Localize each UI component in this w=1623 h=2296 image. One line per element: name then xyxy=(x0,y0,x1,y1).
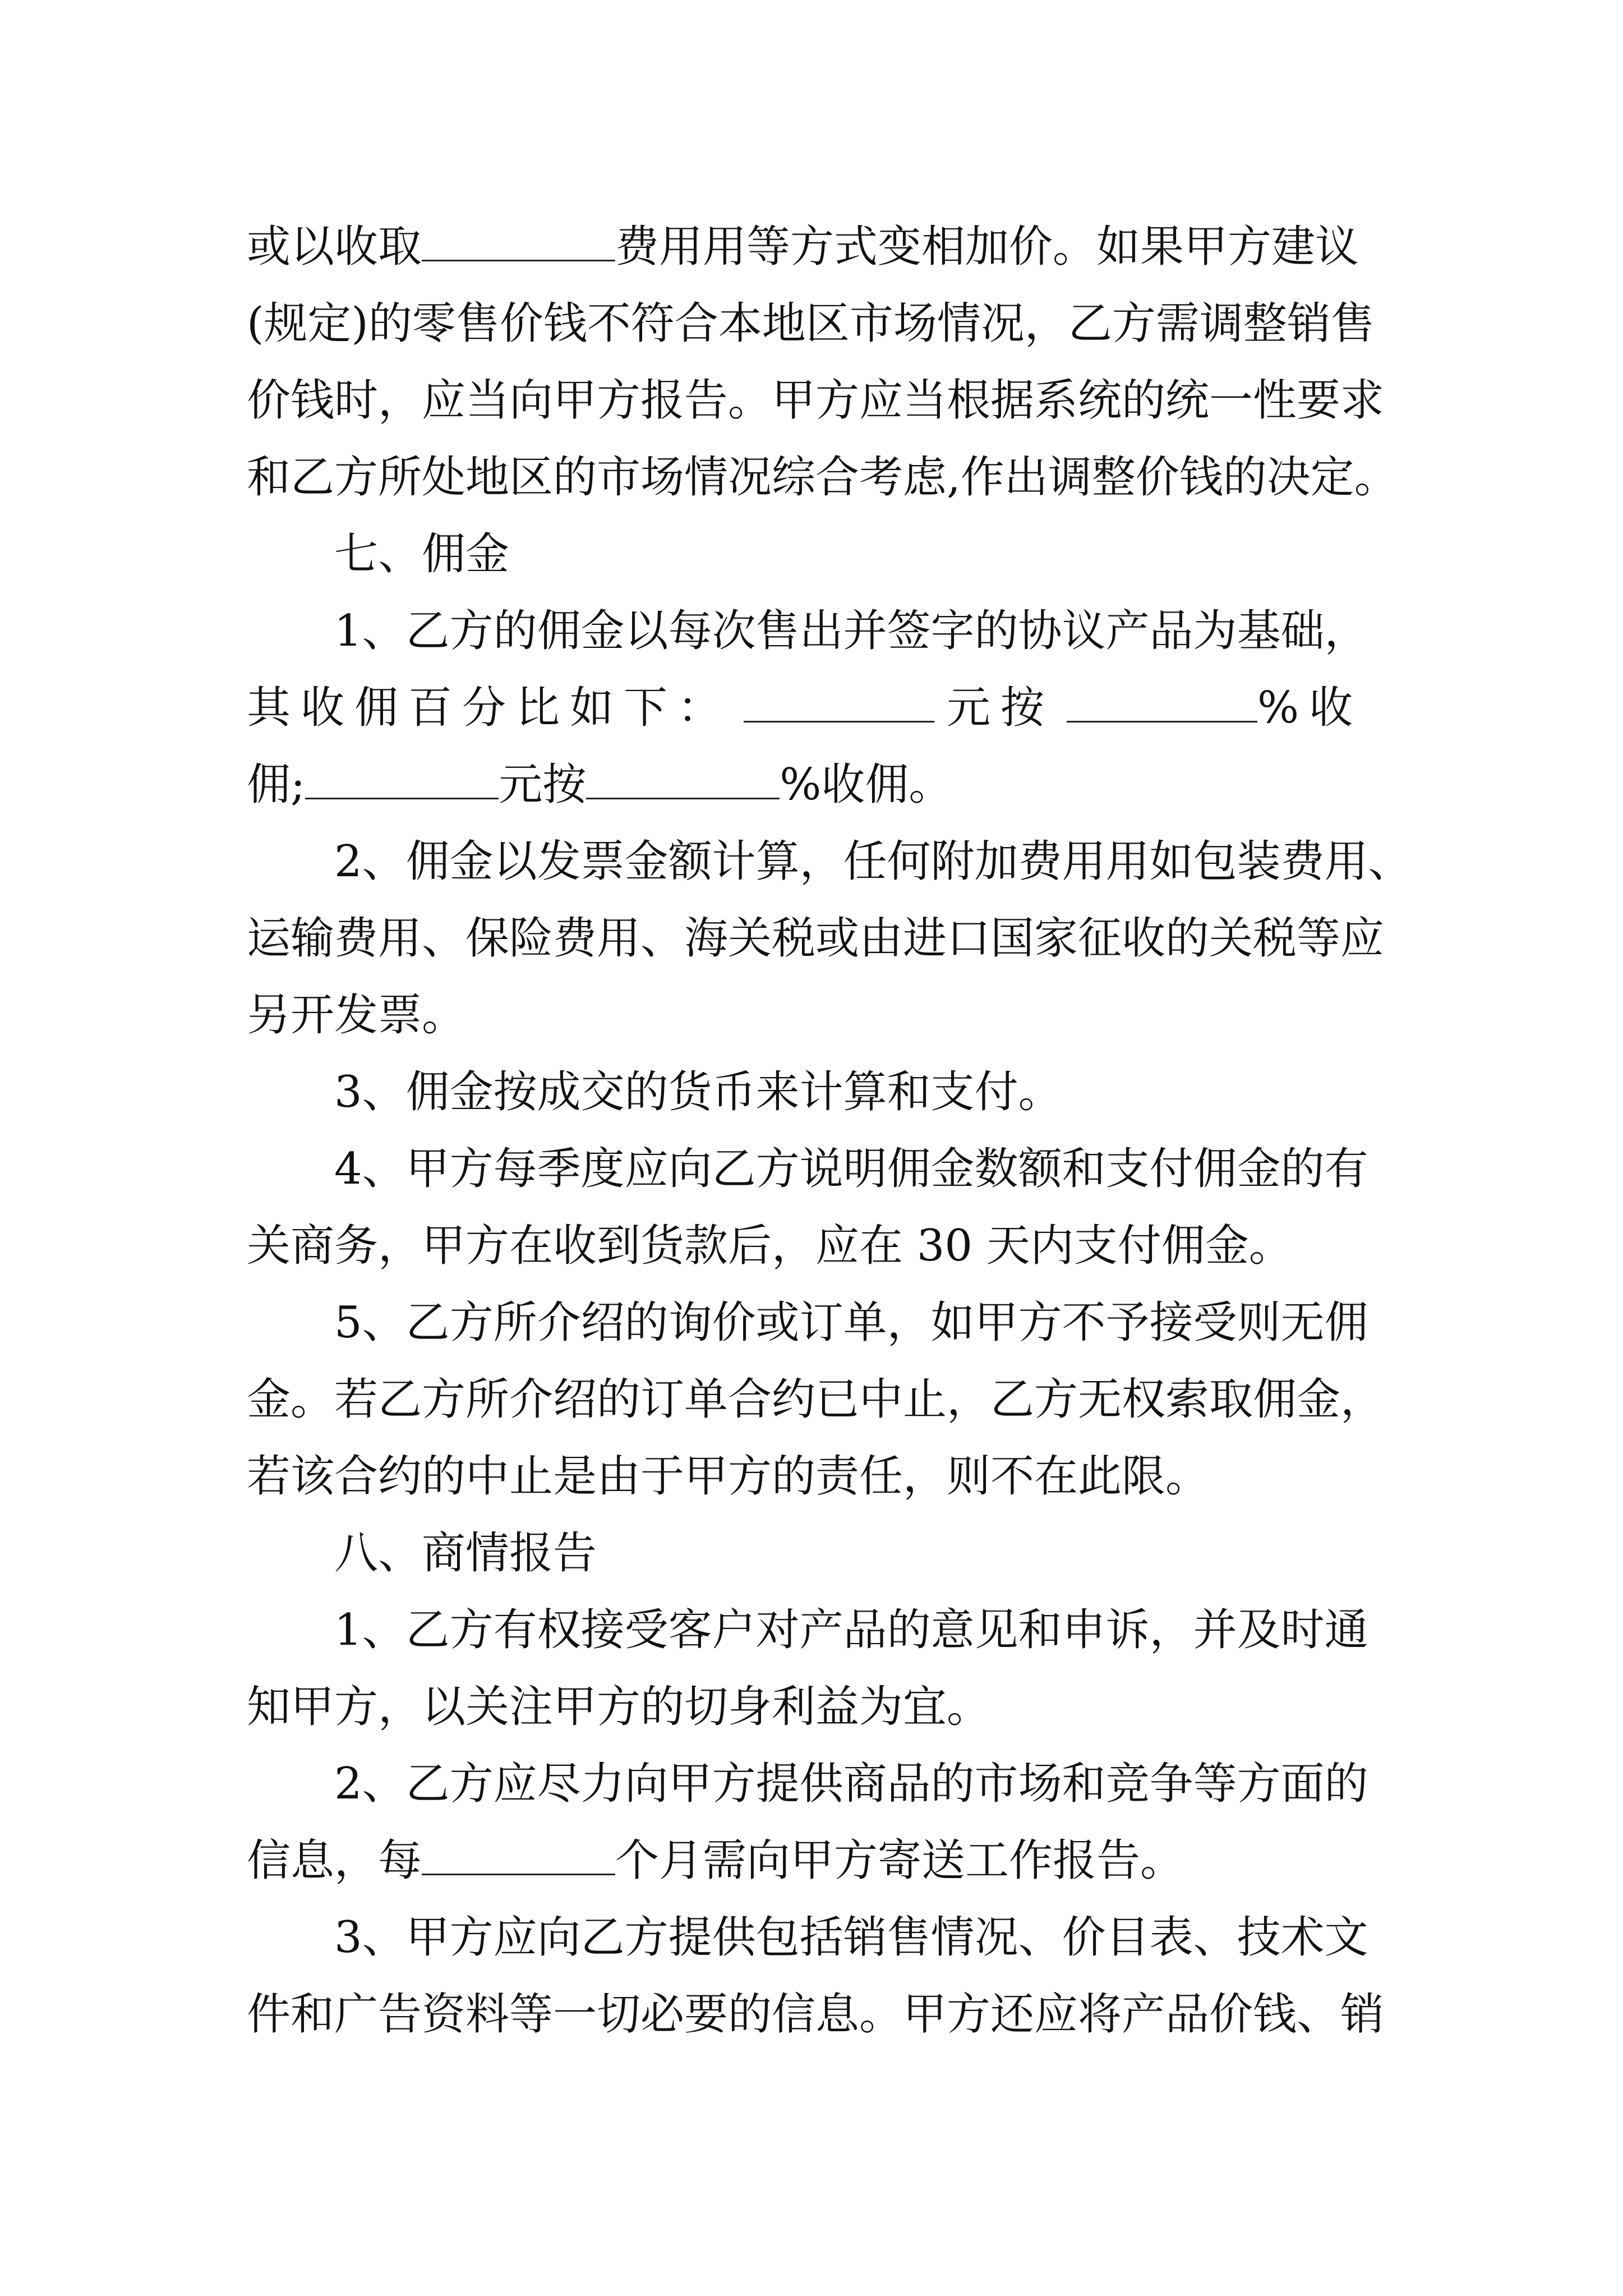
fill-blank xyxy=(586,763,780,799)
text-line xyxy=(247,209,1374,286)
text-line: 1、乙方有权接受客户对产品的意见和申诉，并及时通 xyxy=(334,1605,1368,1655)
text-line xyxy=(247,670,1374,747)
text-fragment: 个月需向甲方寄送工作报告。 xyxy=(615,1835,1184,1886)
text-line: 运输费用、保险费用、海关税或由进口国家征收的关税等应 xyxy=(247,913,1385,964)
section-heading: 七、佣金 xyxy=(334,529,510,579)
fill-blank xyxy=(744,686,934,723)
text-fragment: %收 xyxy=(1257,683,1363,733)
text-line: 和乙方所处地区的市场情况综合考虑,作出调整价钱的决定。 xyxy=(247,452,1398,503)
text-line: 5、乙方所介绍的询价或订单，如甲方不予接受则无佣 xyxy=(334,1297,1368,1348)
text-fragment: 其收佣百分比如下： xyxy=(247,683,732,733)
text-line: 1、乙方的佣金以每次售出并签字的协议产品为基础， xyxy=(334,606,1368,656)
fill-blank xyxy=(422,1839,615,1875)
text-line: (规定)的零售价钱不符合本地区市场情况，乙方需调整销售 xyxy=(247,298,1375,349)
text-line: 价钱时，应当向甲方报告。甲方应当根据系统的统一性要求 xyxy=(247,375,1385,426)
text-fragment: 费用用等方式变相加价。如果甲方建议 xyxy=(615,222,1359,272)
text-line: 件和广告资料等一切必要的信息。甲方还应将产品价钱、销 xyxy=(247,1989,1385,2040)
text-line: 知甲方，以关注甲方的切身利益为宜。 xyxy=(247,1682,991,1732)
text-fragment: 佣; xyxy=(247,760,306,810)
text-fragment: 元按 xyxy=(947,683,1055,733)
text-fragment: %收佣。 xyxy=(780,760,953,810)
fill-blank xyxy=(305,763,499,799)
text-fragment: 或以收取 xyxy=(247,222,422,272)
text-line: 若该合约的中止是由于甲方的责任，则不在此限。 xyxy=(247,1451,1210,1502)
section-heading: 八、商情报告 xyxy=(334,1528,597,1579)
text-line: 金。若乙方所介绍的订单合约已中止，乙方无权索取佣金， xyxy=(247,1374,1385,1425)
text-fragment: 元按 xyxy=(499,760,587,810)
text-line: 3、佣金按成交的货币来计算和支付。 xyxy=(334,1067,1062,1117)
fill-blank xyxy=(1067,686,1257,723)
text-line: 3、甲方应向乙方提供包括销售情况、价目表、技术文 xyxy=(334,1912,1368,1963)
text-fragment: 信息，每 xyxy=(247,1835,422,1886)
text-line xyxy=(247,747,1374,823)
text-line: 2、乙方应尽力向甲方提供商品的市场和竞争等方面的 xyxy=(334,1759,1368,1809)
text-line: 关商务，甲方在收到货款后，应在 30 天内支付佣金。 xyxy=(247,1221,1293,1271)
text-line xyxy=(247,1823,1374,1899)
text-line: 4、甲方每季度应向乙方说明佣金数额和支付佣金的有 xyxy=(334,1144,1368,1194)
text-line: 2、佣金以发票金额计算，任何附加费用用如包装费用、 xyxy=(334,836,1412,887)
text-line: 另开发票。 xyxy=(247,990,466,1041)
fill-blank xyxy=(422,225,615,261)
